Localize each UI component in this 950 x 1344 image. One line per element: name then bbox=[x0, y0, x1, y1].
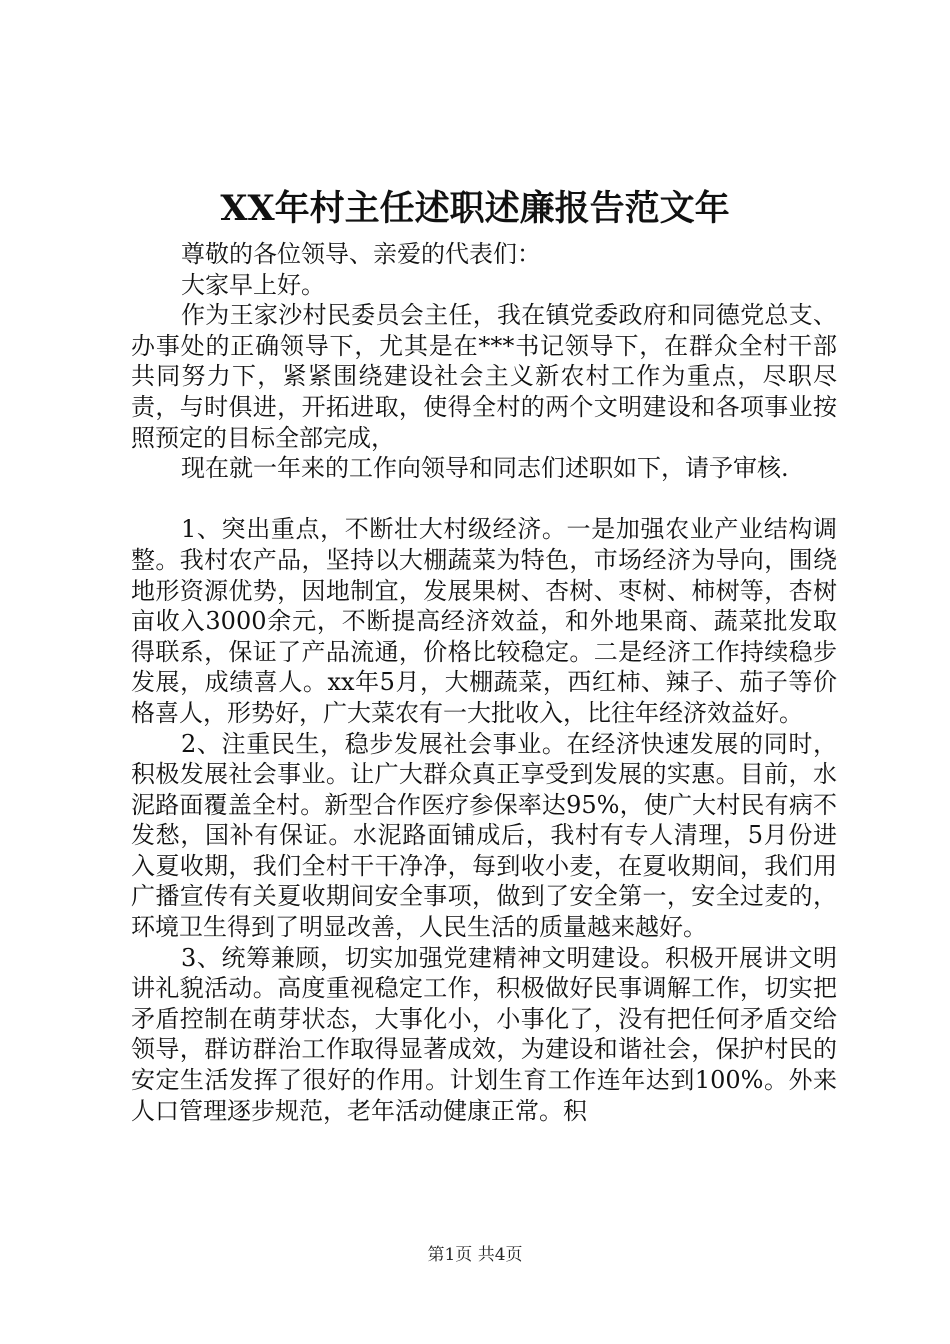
paragraph-spacer bbox=[131, 484, 837, 515]
document-body bbox=[131, 239, 837, 1126]
section-3-paragraph: 3、统筹兼顾，切实加强党建精神文明建设。积极开展讲文明讲礼貌活动。高度重视稳定工作，积极做好民事调解工作，切实把矛盾控制在萌芽状态，大事化小，小事化了，没有把任何矛盾交给领导，群访群治工作取得显著成效，为建设和谐社会，保护村民的安定生活发挥了很好的作用。计划生育工作连年达到100%。外来人口管理逐步规范，老年活动健康正常。积 bbox=[131, 943, 837, 1125]
section-2-paragraph: 2、注重民生，稳步发展社会事业。在经济快速发展的同时，积极发展社会事业。让广大群众真正享受到发展的实惠。目前，水泥路面覆盖全村。新型合作医疗参保率达95%，使广大村民有病不发愁，国补有保证。水泥路面铺成后，我村有专人清理，5月份进入夏收期，我们全村干干净净，每到收小麦，在夏收期间，我们用广播宣传有关夏收期间安全事项，做到了安全第一，安全过麦的，环境卫生得到了明显改善，人民生活的质量越来越好。 bbox=[131, 729, 837, 942]
intro-paragraph: 作为王家沙村民委员会主任，我在镇党委政府和同德党总支、办事处的正确领导下，尤其是在***书记领导下，在群众全村干部共同努力下，紧紧围绕建设社会主义新农村工作为重点，尽职尽责，与时俱进，开拓进取，使得全村的两个文明建设和各项事业按照预定的目标全部完成， bbox=[131, 301, 837, 452]
report-lead-paragraph: 现在就一年来的工作向领导和同志们述职如下，请予审核. bbox=[181, 454, 789, 483]
document-title: XX年村主任述职述廉报告范文年 bbox=[220, 188, 730, 229]
page-number-footer: 第1页 共4页 bbox=[427, 1245, 523, 1265]
section-1-paragraph: 1、突出重点，不断壮大村级经济。一是加强农业产业结构调整。我村农产品，坚持以大棚蔬菜为特色，市场经济为导向，围绕地形资源优势，因地制宜，发展果树、杏树、枣树、柿树等，杏树亩收入3000余元，不断提高经济效益，和外地果商、蔬菜批发取得联系，保证了产品流通，价格比较稳定。二是经济工作持续稳步发展，成绩喜人。xx年5月，大棚蔬菜，西红柿、辣子、茄子等价格喜人，形势好，广大菜农有一大批收入，比往年经济效益好。 bbox=[131, 515, 837, 727]
salutation: 尊敬的各位领导、亲爱的代表们： bbox=[181, 240, 541, 268]
greeting: 大家早上好。 bbox=[181, 270, 325, 299]
